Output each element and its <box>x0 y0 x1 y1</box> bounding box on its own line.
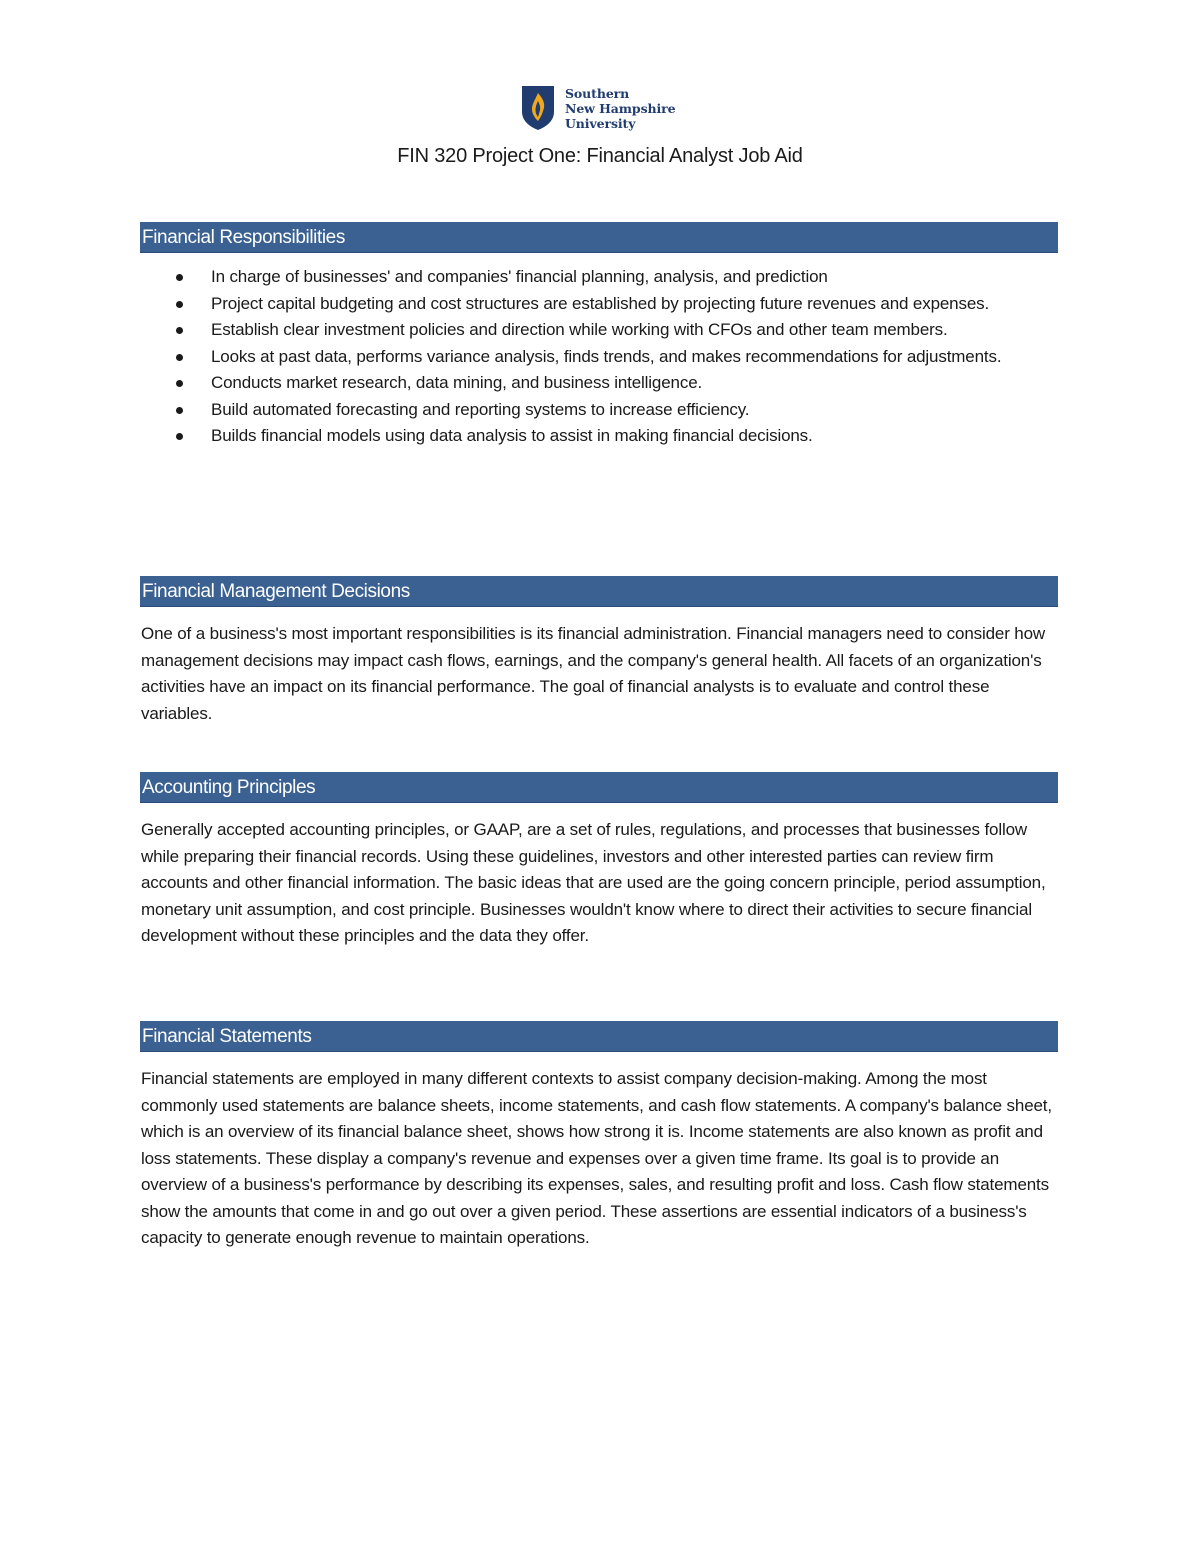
list-item <box>140 344 1058 371</box>
logo-line-2: New Hampshire <box>565 100 676 116</box>
bullet-icon <box>176 433 183 440</box>
bullet-icon <box>176 301 183 308</box>
section-financial-statements <box>140 1021 1058 1252</box>
section-financial-responsibilities <box>140 222 1058 450</box>
bullet-icon <box>176 380 183 387</box>
section-body: One of a business's most important responsibilities is its financial administration. Financial managers need to consider how management decisions may impact cash flows, earnings, and the company's general health. All facets of an organization's activities have an impact on its financial performance. The goal of financial analysts is to evaluate and control these variables. <box>141 624 1046 723</box>
section-body: Generally accepted accounting principles, or GAAP, are a set of rules, regulations, and processes that businesses follow while preparing their financial records. Using these guidelines, investors and other interested parties can review firm accounts and other financial information. The basic ideas that are used are the going concern principle, period assumption, monetary unit assumption, and cost principle. Businesses wouldn't know where to direct their activities to secure financial development without these principles and the data they offer. <box>141 820 1046 945</box>
list-item-text: Looks at past data, performs variance analysis, finds trends, and makes recommendations for adjustments. <box>211 346 1002 366</box>
list-item <box>140 264 1058 291</box>
bullet-icon <box>176 274 183 281</box>
logo-wordmark <box>565 86 675 131</box>
section-body: Financial statements are employed in many different contexts to assist company decision-making. Among the most commonly used statements are balance sheets, income statements, and cash flow statements. A company's balance sheet, which is an overview of its financial balance sheet, shows how strong it is. Income statements are also known as profit and loss statements. These display a company's revenue and expenses over a given time frame. Its goal is to provide an overview of a business's performance by describing its expenses, sales, and resulting profit and loss. Cash flow statements show the amounts that come in and go out over a given period. These assertions are essential indicators of a business's capacity to generate enough revenue to maintain operations. <box>141 1069 1052 1247</box>
section-financial-management-decisions <box>140 576 1058 727</box>
list-item <box>140 291 1058 318</box>
bullet-icon <box>176 327 183 334</box>
section-header: Accounting Principles <box>140 772 1058 803</box>
list-item-text: Establish clear investment policies and direction while working with CFOs and other team members. <box>211 320 948 339</box>
section-header: Financial Responsibilities <box>140 222 1058 253</box>
list-item <box>140 397 1058 424</box>
document-title: FIN 320 Project One: Financial Analyst Job Aid <box>397 145 803 167</box>
list-item-text: Builds financial models using data analysis to assist in making financial decisions. <box>211 426 813 445</box>
bullet-icon <box>176 354 183 361</box>
list-item <box>140 317 1058 344</box>
bullet-icon <box>176 407 183 414</box>
section-accounting-principles <box>140 772 1058 950</box>
university-logo <box>521 84 675 132</box>
list-item-text: Project capital budgeting and cost structures are established by projecting future revenues and expenses. <box>211 293 990 313</box>
section-header: Financial Statements <box>140 1021 1058 1052</box>
list-item-text: Build automated forecasting and reporting systems to increase efficiency. <box>211 399 750 419</box>
list-item-text: In charge of businesses' and companies' financial planning, analysis, and prediction <box>211 267 828 286</box>
list-item <box>140 370 1058 397</box>
logo-line-1: Southern <box>565 85 630 101</box>
list-item <box>140 423 1058 450</box>
responsibilities-list <box>140 264 1058 450</box>
list-item-text: Conducts market research, data mining, and business intelligence. <box>211 373 703 392</box>
shield-flame-icon <box>521 85 555 131</box>
logo-line-3: University <box>565 115 636 131</box>
section-header: Financial Management Decisions <box>140 576 1058 607</box>
